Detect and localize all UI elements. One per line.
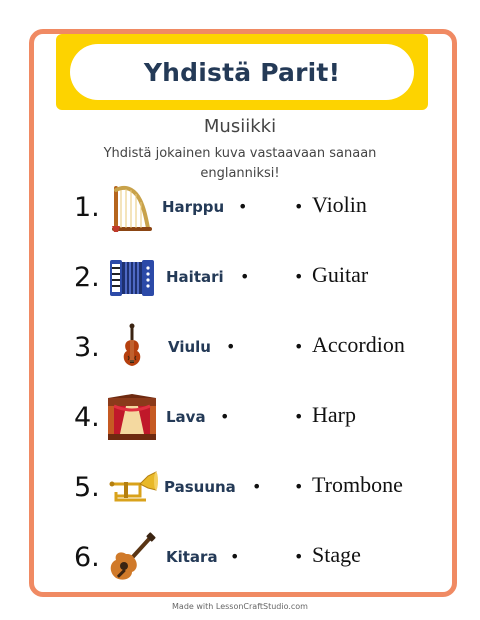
left-dot: •	[252, 477, 262, 496]
match-row-5	[0, 462, 480, 522]
right-dot: •	[294, 407, 304, 426]
finnish-word: Harppu	[162, 198, 225, 216]
right-dot: •	[294, 267, 304, 286]
match-row-4	[0, 392, 480, 452]
right-dot: •	[294, 477, 304, 496]
match-row-1	[0, 182, 480, 242]
left-dot: •	[230, 547, 240, 566]
finnish-word: Viulu	[168, 338, 211, 356]
english-word: Violin	[312, 192, 367, 217]
english-word: Stage	[312, 542, 361, 567]
item-number: 5.	[74, 472, 100, 503]
finnish-word: Lava	[166, 408, 206, 426]
item-number: 3.	[74, 332, 100, 363]
match-row-3	[0, 322, 480, 382]
left-dot: •	[226, 337, 236, 356]
item-number: 2.	[74, 262, 100, 293]
stage-icon	[106, 392, 158, 444]
guitar-icon	[106, 532, 158, 584]
item-number: 1.	[74, 192, 100, 223]
subtitle: Musiikki	[203, 116, 277, 137]
item-number: 4.	[74, 402, 100, 433]
finnish-word: Pasuuna	[164, 478, 236, 496]
finnish-word: Kitara	[166, 548, 218, 566]
right-dot: •	[294, 547, 304, 566]
harp-icon	[106, 182, 158, 234]
footer-credit: Made with LessonCraftStudio.com	[172, 602, 308, 611]
title-pill	[70, 44, 414, 100]
left-dot: •	[240, 267, 250, 286]
right-dot: •	[294, 197, 304, 216]
instructions: Yhdistä jokainen kuva vastaavaan sanaan englanniksi!	[103, 146, 377, 181]
english-word: Trombone	[312, 472, 403, 497]
title-banner	[56, 34, 428, 110]
match-row-6	[0, 532, 480, 592]
item-number: 6.	[74, 542, 100, 573]
english-word: Accordion	[312, 332, 405, 357]
english-word: Guitar	[312, 262, 369, 287]
finnish-word: Haitari	[166, 268, 224, 286]
right-dot: •	[294, 337, 304, 356]
page-title: Yhdistä Parit!	[143, 57, 341, 87]
english-word: Harp	[312, 402, 356, 427]
left-dot: •	[238, 197, 248, 216]
violin-icon	[106, 322, 158, 374]
left-dot: •	[220, 407, 230, 426]
accordion-icon	[106, 252, 158, 304]
match-row-2	[0, 252, 480, 312]
trombone-icon	[106, 462, 158, 514]
